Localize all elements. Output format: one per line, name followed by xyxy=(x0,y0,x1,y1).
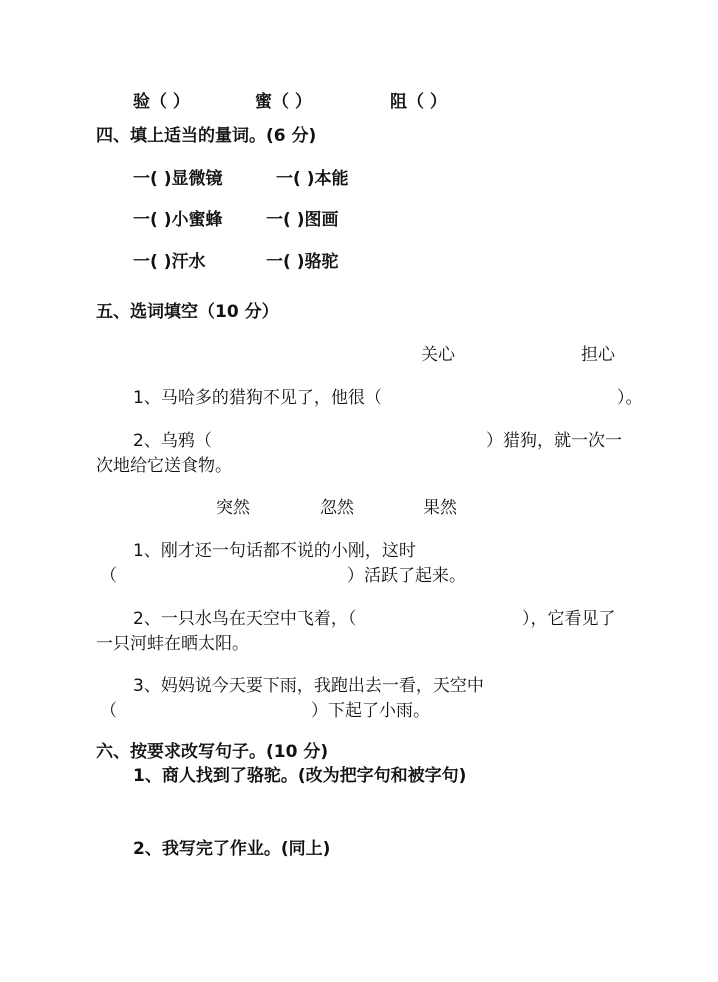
s6-q2: 2、我写完了作业。(同上) xyxy=(133,839,331,859)
s5-g2-q2-end: ），它看见了 xyxy=(522,609,616,629)
s5-g1-q2-end: ）猎狗，就一次一 xyxy=(486,431,622,451)
section5-heading: 五、选词填空（10 分） xyxy=(96,302,279,322)
top-item-zu: 阻（ ） xyxy=(390,92,447,112)
s5-g1-q2-cont: 次地给它送食物。 xyxy=(96,456,232,476)
s5-g2-q3-paren: （ xyxy=(100,701,117,721)
s5-g2-q3-end: ）下起了小雨。 xyxy=(311,701,430,721)
s4-row3-left: 一( )汗水 xyxy=(133,252,206,272)
s4-row2-left: 一( )小蜜蜂 xyxy=(133,210,223,230)
s4-row1-left: 一( )显微镜 xyxy=(133,169,223,189)
section4-heading: 四、填上适当的量词。(6 分) xyxy=(96,126,317,146)
s5-g1-q1: 1、马哈多的猎狗不见了，他很（ xyxy=(133,388,382,408)
word-option-danxin: 担心 xyxy=(581,345,615,365)
s5-g2-q1-end: ）活跃了起来。 xyxy=(347,566,466,586)
s5-g1-q1-end: ）。 xyxy=(617,388,643,408)
word-option-turan: 突然 xyxy=(216,498,250,518)
s4-row3-right: 一( )骆驼 xyxy=(266,252,339,272)
s5-g2-q1: 1、刚才还一句话都不说的小刚，这时 xyxy=(133,541,416,561)
top-item-mi: 蜜（ ） xyxy=(255,92,312,112)
s5-g2-q2: 2、一只水鸟在天空中飞着，（ xyxy=(133,609,357,629)
word-option-huran: 忽然 xyxy=(320,498,354,518)
word-option-guoran: 果然 xyxy=(423,498,457,518)
s5-g2-q3: 3、妈妈说今天要下雨，我跑出去一看，天空中 xyxy=(133,676,484,696)
section6-heading: 六、按要求改写句子。(10 分) xyxy=(96,742,329,762)
s4-row2-right: 一( )图画 xyxy=(266,210,339,230)
s5-g1-q2: 2、乌鸦（ xyxy=(133,431,212,451)
s5-g2-q1-paren: （ xyxy=(100,566,117,586)
top-item-yan: 验（ ） xyxy=(133,92,190,112)
word-option-guanxin: 关心 xyxy=(421,345,455,365)
s4-row1-right: 一( )本能 xyxy=(276,169,349,189)
s6-q1: 1、商人找到了骆驼。(改为把字句和被字句) xyxy=(133,766,467,786)
s5-g2-q2-cont: 一只河蚌在晒太阳。 xyxy=(96,634,249,654)
